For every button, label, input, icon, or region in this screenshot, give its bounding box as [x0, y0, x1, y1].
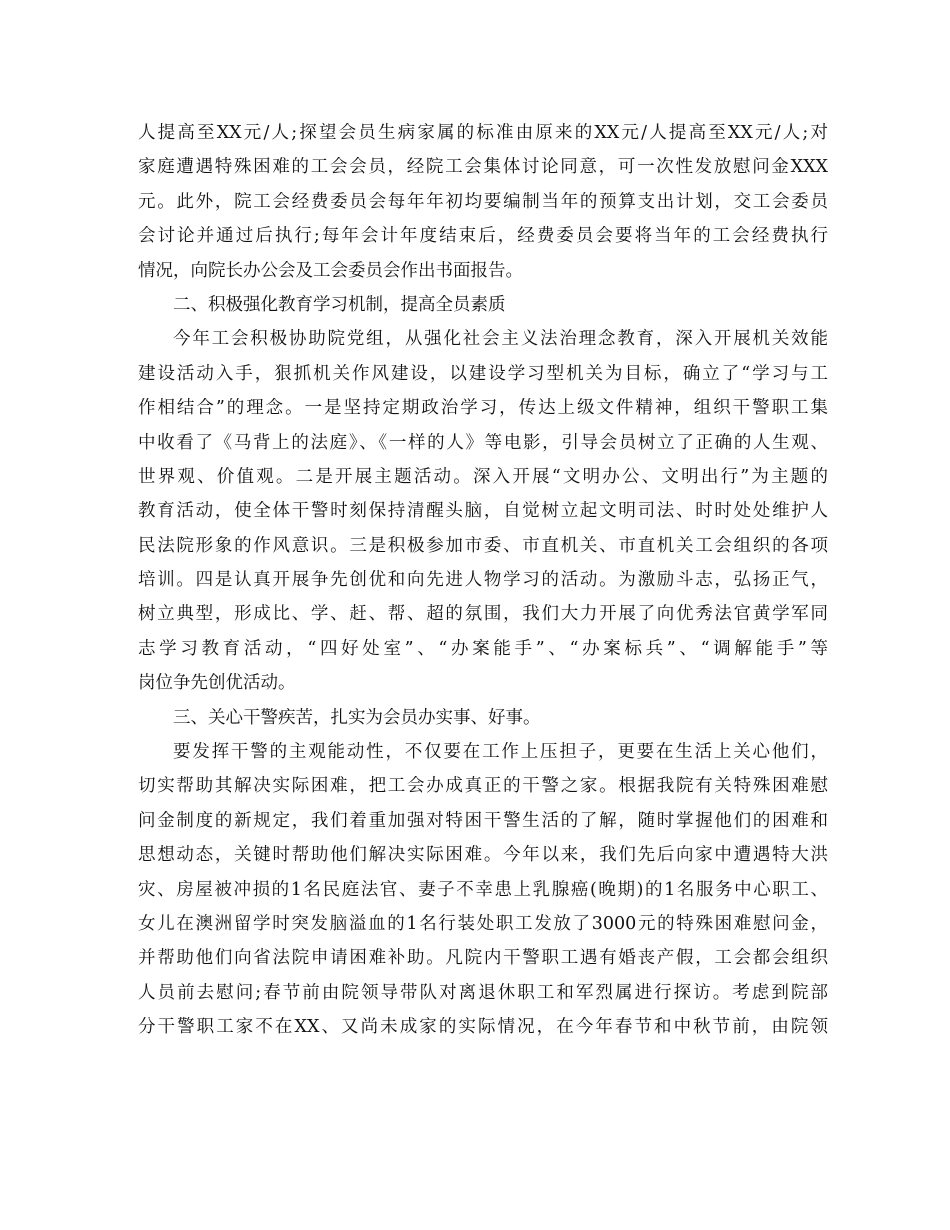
text-line: 世界观、价值观。二是开展主题活动。深入开展“文明办公、文明出行”为主题的 [138, 466, 828, 487]
text-line: 会讨论并通过后执行;每年会计年度结束后，经费委员会要将当年的工会经费执行 [138, 226, 828, 247]
text-line: 情况，向院长办公会及工会委员会作出书面报告。 [138, 260, 523, 281]
text-line: 人提高至XX元/人;探望会员生病家属的标准由原来的XX元/人提高至XX元/人;对 [138, 123, 828, 143]
text-line: 二、积极强化教育学习机制，提高全员素质 [173, 294, 506, 315]
text-line: 灾、房屋被冲损的1名民庭法官、妻子不幸患上乳腺癌(晚期)的1名服务中心职工、 [138, 879, 828, 900]
text-line: 人员前去慰问;春节前由院领导带队对离退休职工和军烈属进行探访。考虑到院部 [138, 982, 828, 1003]
text-line: 岗位争先创优活动。 [138, 673, 296, 694]
text-line: 要发挥干警的主观能动性，不仅要在工作上压担子，更要在生活上关心他们， [173, 742, 828, 763]
text-line: 民法院形象的作风意识。三是积极参加市委、市直机关、市直机关工会组织的各项 [138, 535, 828, 556]
text-line: 家庭遭遇特殊困难的工会会员，经院工会集体讨论同意，可一次性发放慰问金XXX [138, 157, 828, 178]
text-line: 三、关心干警疾苦，扎实为会员办实事、好事。 [173, 707, 541, 728]
text-line: 培训。四是认真开展争先创优和向先进人物学习的活动。为激励斗志，弘扬正气， [138, 570, 828, 591]
text-line: 作相结合”的理念。一是坚持定期政治学习，传达上级文件精神，组织干警职工集 [138, 398, 828, 419]
text-line: 问金制度的新规定，我们着重加强对特困干警生活的了解，随时掌握他们的困难和 [138, 810, 828, 831]
text-line: 思想动态，关键时帮助他们解决实际困难。今年以来，我们先后向家中遭遇特大洪 [138, 845, 828, 866]
text-line: 并帮助他们向省法院申请困难补助。凡院内干警职工遇有婚丧产假，工会都会组织 [138, 948, 828, 969]
text-line: 今年工会积极协助院党组，从强化社会主义法治理念教育，深入开展机关效能 [173, 329, 828, 350]
document-body [138, 116, 828, 1045]
text-line: 女儿在澳洲留学时突发脑溢血的1名行装处职工发放了3000元的特殊困难慰问金， [138, 913, 828, 934]
text-line: 树立典型，形成比、学、赶、帮、超的氛围，我们大力开展了向优秀法官黄学军同 [138, 604, 828, 625]
text-line: 教育活动，使全体干警时刻保持清醒头脑，自觉树立起文明司法、时时处处维护人 [138, 501, 828, 522]
text-line: 元。此外，院工会经费委员会每年年初均要编制当年的预算支出计划，交工会委员 [138, 191, 828, 212]
text-line: 切实帮助其解决实际困难，把工会办成真正的干警之家。根据我院有关特殊困难慰 [138, 776, 828, 797]
text-line: 志学习教育活动，“四好处室”、“办案能手”、“办案标兵”、“调解能手”等 [138, 638, 828, 659]
text-line: 分干警职工家不在XX、又尚未成家的实际情况，在今年春节和中秋节前，由院领 [138, 1017, 828, 1038]
text-line: 中收看了《马背上的法庭》、《一样的人》等电影，引导会员树立了正确的人生观、 [138, 432, 828, 453]
text-line: 建设活动入手，狠抓机关作风建设，以建设学习型机关为目标，确立了“学习与工 [138, 363, 828, 384]
